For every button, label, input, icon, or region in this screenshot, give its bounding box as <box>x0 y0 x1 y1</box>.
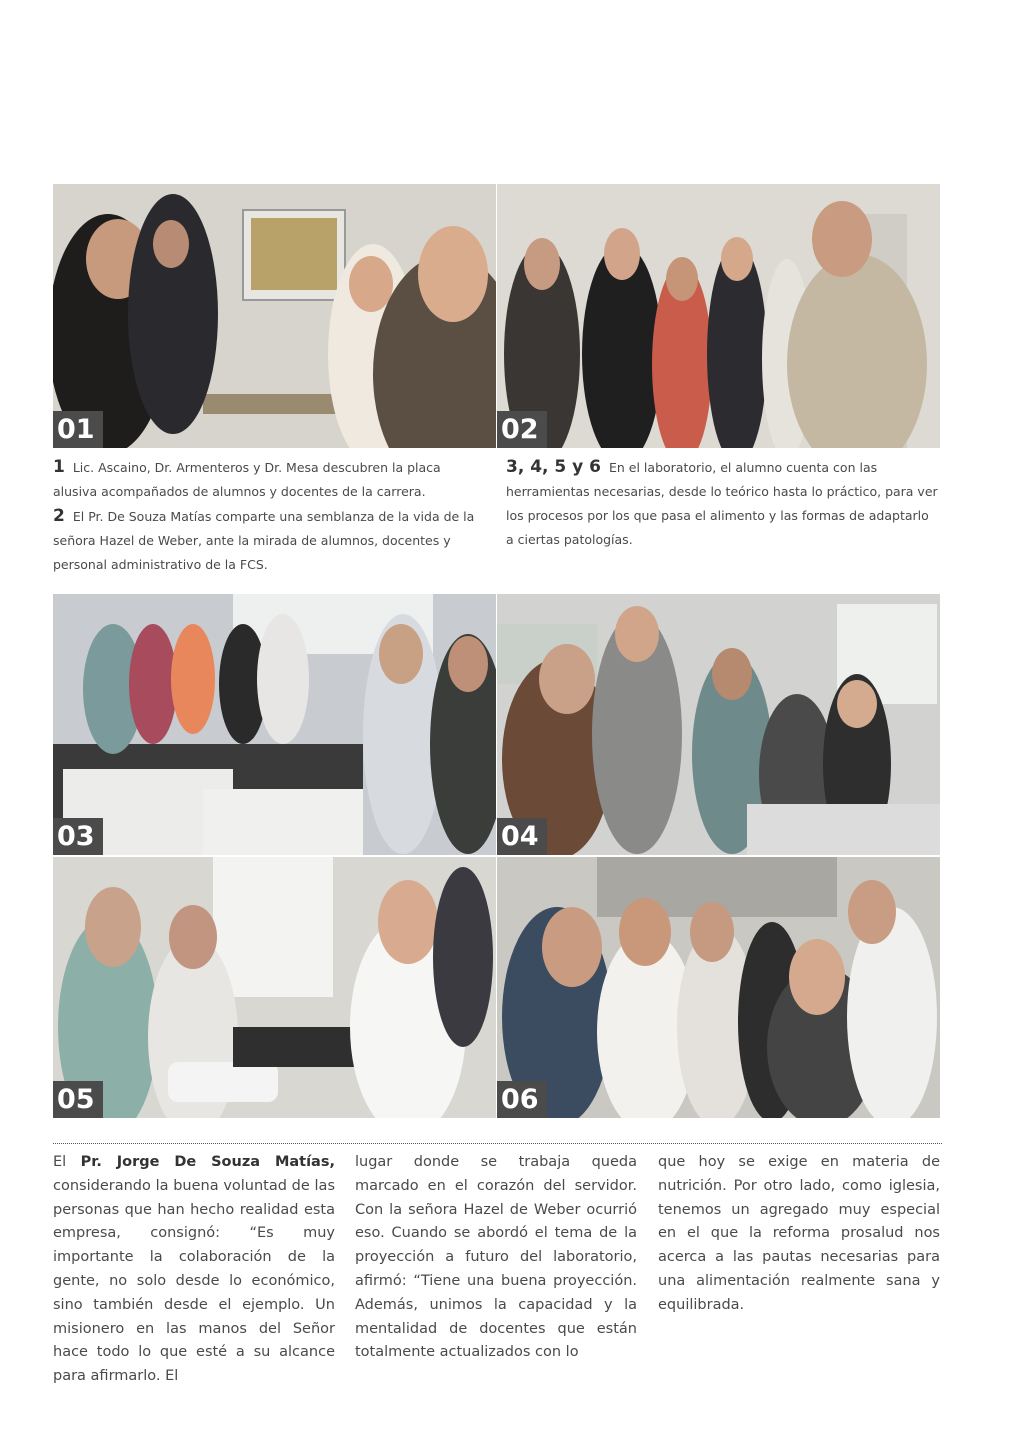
photo-03 <box>53 594 496 855</box>
article-column-2 <box>355 1151 637 1365</box>
column-text: lugar donde se trabaja queda marcado en el corazón del servidor. Con la señora Hazel de Weber ocurrió eso. Cuando se abordó el tema de la proyección a futuro del laboratorio, afirmó: “Tiene una buena proyección. Además, unimos la capacidad y la mentalidad de docentes que están totalmente actualizados con lo <box>355 1154 637 1361</box>
caption-text: El Pr. De Souza Matías comparte una semblanza de la vida de la señora Hazel de Weber, ante la mirada de alumnos, docentes y personal administrativo de la FCS. <box>53 509 475 572</box>
photo-06 <box>497 857 940 1118</box>
article-column-1 <box>53 1151 335 1389</box>
photo-01 <box>53 184 496 448</box>
column-text: considerando la buena voluntad de las personas que han hecho realidad esta empresa, consignó: “Es muy importante la colaboración de la gente, no solo desde lo económico, sino también desde el ejemplo. Un misionero en las manos del Señor hace todo lo que esté a su alcance para afirmarlo. El <box>53 1177 335 1385</box>
caption-number: 2 <box>53 506 65 526</box>
caption-left <box>53 455 483 577</box>
column-text: que hoy se exige en materia de nutrición. Por otro lado, como iglesia, tenemos un agregado muy especial en el que la reforma prosalud nos acerca a las pautas necesarias para una alimentación realmente sana y equilibrada. <box>658 1154 940 1313</box>
photo-05 <box>53 857 496 1118</box>
divider <box>53 1143 942 1144</box>
photo-number: 01 <box>53 411 103 448</box>
photo-number: 02 <box>497 411 547 448</box>
caption-number: 1 <box>53 457 65 477</box>
article-column-3 <box>658 1151 940 1318</box>
caption-text: Lic. Ascaino, Dr. Armenteros y Dr. Mesa descubren la placa alusiva acompañados de alumnos y docentes de la carrera. <box>53 460 441 499</box>
photo-number: 06 <box>497 1081 547 1118</box>
photo-04 <box>497 594 940 855</box>
lead-prefix: El <box>53 1154 81 1170</box>
caption-2 <box>53 504 483 577</box>
photo-number: 04 <box>497 818 547 855</box>
caption-number: 3, 4, 5 y 6 <box>506 457 601 477</box>
caption-1 <box>53 455 483 504</box>
photo-number: 05 <box>53 1081 103 1118</box>
photo-02 <box>497 184 940 448</box>
caption-right <box>506 455 938 552</box>
caption-text: En el laboratorio, el alumno cuenta con las herramientas necesarias, desde lo teórico hasta lo práctico, para ver los procesos por los que pasa el alimento y las formas de adaptarlo a ciertas patologías. <box>506 460 938 547</box>
lead-name: Pr. Jorge De Souza Matías, <box>80 1154 335 1170</box>
photo-number: 03 <box>53 818 103 855</box>
